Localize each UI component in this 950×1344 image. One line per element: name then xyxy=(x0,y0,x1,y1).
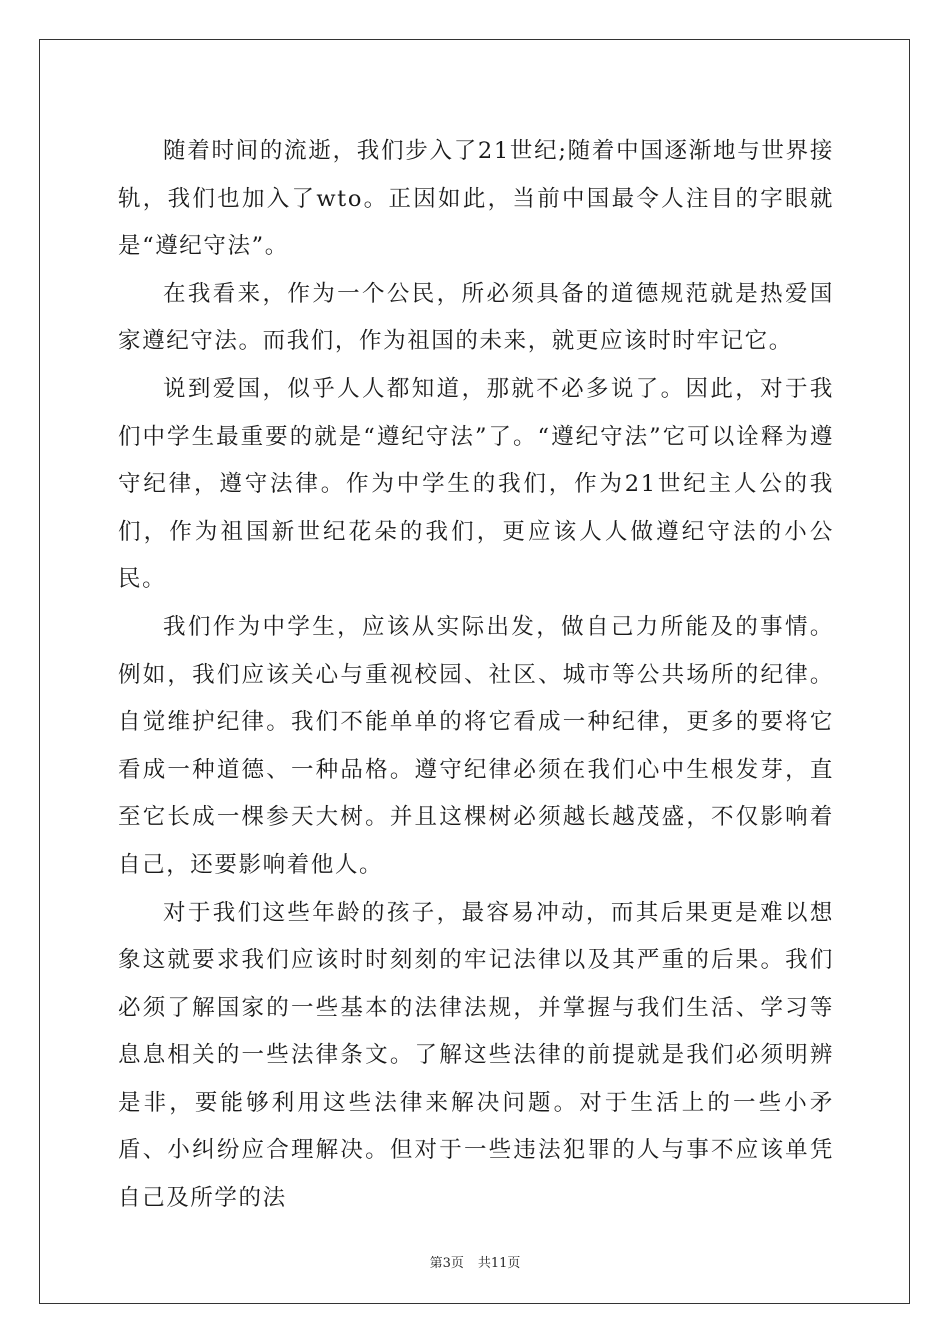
paragraph: 说到爱国，似乎人人都知道，那就不必多说了。因此，对于我们中学生最重要的就是“遵纪守法”了。“遵纪守法”它可以诠释为遵守纪律，遵守法律。作为中学生的我们，作为21世纪主人公的我们，作为祖国新世纪花朵的我们，更应该人人做遵纪守法的小公民。 xyxy=(118,375,834,593)
page-number: 第3页 xyxy=(429,1256,464,1271)
paragraph: 我们作为中学生，应该从实际出发，做自己力所能及的事情。例如，我们应该关心与重视校园、社区、城市等公共场所的纪律。自觉维护纪律。我们不能单单的将它看成一种纪律，更多的要将它看成一种道德、一种品格。遵守纪律必须在我们心中生根发芽，直至它长成一棵参天大树。并且这棵树必须越长越茂盛，不仅影响着自己，还要影响着他人。 xyxy=(118,613,834,878)
paragraph: 在我看来，作为一个公民，所必须具备的道德规范就是热爱国家遵纪守法。而我们，作为祖国的未来，就更应该时时牢记它。 xyxy=(118,280,834,355)
page-total: 共11页 xyxy=(477,1256,521,1271)
page-footer xyxy=(0,1252,950,1271)
paragraph: 对于我们这些年龄的孩子，最容易冲动，而其后果更是难以想象这就要求我们应该时时刻刻的牢记法律以及其严重的后果。我们必须了解国家的一些基本的法律法规，并掌握与我们生活、学习等息息相关的一些法律条文。了解这些法律的前提就是我们必须明辨是非，要能够利用这些法律来解决问题。对于生活上的一些小矛盾、小纠纷应合理解决。但对于一些违法犯罪的人与事不应该单凭自己及所学的法 xyxy=(118,899,834,1212)
document-body xyxy=(118,128,834,1223)
paragraph: 随着时间的流逝，我们步入了21世纪;随着中国逐渐地与世界接轨，我们也加入了wto。正因如此，当前中国最令人注目的字眼就是“遵纪守法”。 xyxy=(118,138,834,260)
